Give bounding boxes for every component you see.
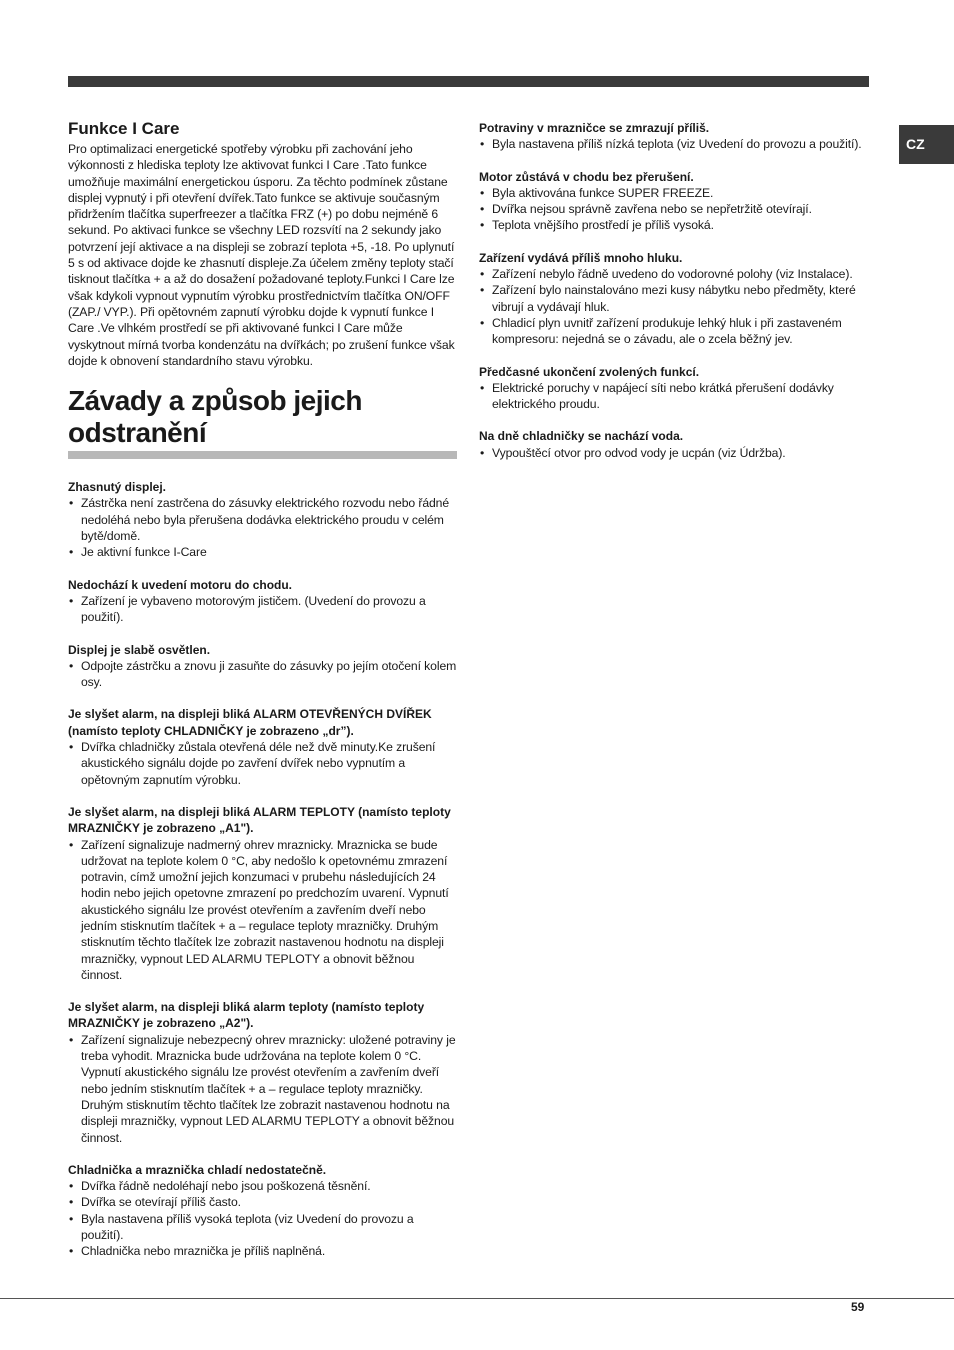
icare-title: Funkce I Care — [68, 119, 180, 138]
list-item: • Byla nastavena příliš vysoká teplota (viz Uvedení do provozu a použití). — [68, 1211, 458, 1244]
list-item: • Zařízení bylo nainstalováno mezi kusy nábytku nebo předměty, které vibrují a vydávají hluk. — [479, 282, 871, 315]
list-item: • Zařízení signalizuje nebezpecný ohrev mraznicky: uložené potraviny je treba vyhodit. Mraznicka bude udržována na teplote kolem 0 °C. Vypnutí akustického signálu lze provést otevřením a zavřením dveří nebo jedním stisknutím tlačítek + a – regulace teploty mrazničky. Druhým stisknutím těchto tlačítek lze zobrazit nastavenou hodnotu na displeji mrazničky, vypnout LED ALARMU TEPLOTY a obnovit běžnou činnost. — [68, 1032, 458, 1146]
right-column — [479, 120, 871, 477]
section-title: Zařízení vydává příliš mnoho hluku. — [479, 250, 683, 265]
section-title: Je slyšet alarm, na displeji bliká ALARM TEPLOTY (namísto teploty MRAZNIČKY je zobrazeno „A1"). — [68, 804, 451, 836]
section-title: Zhasnutý displej. — [68, 480, 167, 495]
section-list — [68, 495, 458, 560]
section-title: Předčasné ukončení zvolených funkcí. — [479, 364, 700, 379]
list-item: • Dvířka se otevírají příliš často. — [68, 1194, 458, 1210]
list-item: • Odpojte zástrčku a znovu ji zasuňte do zásuvky po jejím otočení kolem osy. — [68, 658, 458, 691]
list-item: • Je aktivní funkce I-Care — [68, 544, 458, 560]
page-number: 59 — [851, 1300, 865, 1314]
section-title: Nedochází k uvedení motoru do chodu. — [68, 577, 293, 592]
section-list — [479, 185, 871, 234]
list-item: • Dvířka řádně nedoléhají nebo jsou poškozená těsnění. — [68, 1178, 458, 1194]
troubleshooting-section — [68, 804, 458, 983]
section-list — [479, 445, 871, 461]
title-underline — [68, 451, 457, 459]
list-item: • Chladnička nebo mraznička je příliš naplněná. — [68, 1243, 458, 1259]
list-item: • Elektrické poruchy v napájecí síti nebo krátká přerušení dodávky elektrického proudu. — [479, 380, 871, 413]
section-title: Je slyšet alarm, na displeji bliká alarm teploty (namísto teploty MRAZNIČKY je zobrazeno „A2"). — [68, 1000, 425, 1031]
list-item: • Zařízení nebylo řádně uvedeno do vodorovné polohy (viz Instalace). — [479, 266, 871, 282]
section-title: Potraviny v mrazničce se zmrazují příliš. — [479, 121, 710, 135]
section-title: Displej je slabě osvětlen. — [68, 642, 211, 657]
list-item: • Byla nastavena příliš nízká teplota (viz Uvedení do provozu a použití). — [479, 136, 871, 152]
troubleshooting-title: Závady a způsob jejich odstranění — [68, 385, 362, 449]
list-item: • Zařízení je vybaveno motorovým jističem. (Uvedení do provozu a použití). — [68, 593, 458, 626]
troubleshooting-section — [68, 642, 458, 691]
troubleshooting-section — [68, 999, 458, 1146]
list-item: • Chladicí plyn uvnitř zařízení produkuje lehký hluk i při zastaveném kompresoru: nejedná se o závadu, ale o zcela běžný jev. — [479, 315, 871, 348]
list-item: • Byla aktivována funkce SUPER FREEZE. — [479, 185, 871, 201]
section-list — [68, 658, 458, 691]
list-item: • Dvířka nejsou správně zavřena nebo se nepřetržitě otevírají. — [479, 201, 871, 217]
list-item: • Vypouštěcí otvor pro odvod vody je ucpán (viz Údržba). — [479, 445, 871, 461]
section-list — [68, 739, 458, 788]
troubleshooting-section — [68, 577, 458, 626]
section-list — [68, 1032, 458, 1146]
troubleshooting-section — [479, 364, 871, 413]
section-list — [479, 266, 871, 347]
section-title: Na dně chladničky se nachází voda. — [479, 429, 684, 444]
troubleshooting-section — [479, 169, 871, 234]
left-sections — [68, 479, 458, 1259]
language-tab: CZ — [899, 125, 954, 164]
troubleshooting-section — [68, 1162, 458, 1260]
troubleshooting-section — [479, 120, 871, 153]
section-list — [479, 136, 871, 152]
section-list — [68, 837, 458, 984]
troubleshooting-section — [479, 428, 871, 461]
footer-rule — [0, 1298, 954, 1299]
section-list — [68, 1178, 458, 1259]
section-title: Chladnička a mraznička chladí nedostatečně. — [68, 1162, 327, 1177]
troubleshooting-section — [68, 706, 458, 787]
troubleshooting-section — [68, 479, 458, 560]
list-item: • Dvířka chladničky zůstala otevřená déle než dvě minuty.Ke zrušení akustického signálu dojde po zavření dvířek nebo vypnutím a opětovným zapnutím výrobku. — [68, 739, 458, 788]
list-item: • Teplota vnějšího prostředí je příliš vysoká. — [479, 217, 871, 233]
header-bar — [68, 76, 869, 87]
section-list — [479, 380, 871, 413]
icare-text: Pro optimalizaci energetické spotřeby výrobku při zachování jeho výkonnosti z hlediska teploty lze aktivovat funkci I Care .Tato funkce umožňuje maximální energetickou úsporu. Za těchto podmínek zůstane displej vypnutý i při otevření dvířek.Tato funkce se aktivuje současným přidržením tlačítka superfreezer a tlačítka FRZ (+) po dobu nejméně 6 sekund. Po aktivaci funkce se všechny LED rozsvítí na 2 sekundy jako potvrzení její aktivace a na displeji se zobrazí teplota +5, -18. Po uplynutí 5 s od aktivace dojde ke zhasnutí displeje.Za účelem změny teploty stačí tisknout tlačítka + a až do dosažení požadované teploty.Funkci I Care lze však kdykoli vypnout vypnutím výrobku prostřednictvím tlačítka ON/OFF (ZAP./ VYP.). Při opětovném zapnutí výrobku dojde k vypnutí funkce I Care .Ve vlhkém prostředí se při aktivované funkci I Care může vyskytnout mírná tvorba kondenzátu na dvířkách; po zrušení funkce však dojde k obnovení standardního stavu výrobku. — [68, 142, 455, 368]
section-title: Motor zůstává v chodu bez přerušení. — [479, 169, 694, 184]
troubleshooting-section — [479, 250, 871, 348]
list-item: • Zařízení signalizuje nadmerný ohrev mraznicky. Mraznicka se bude udržovat na teplote kolem 0 °C, aby nedošlo k opetovnému zmrazení potravin, címž umožní jejich konzumaci v prubehu následujících 24 hodin nebo jejich opetovne zmrazení po predchozím uvarení. Vypnutí akustického signálu lze provést otevřením a zavřením dveří nebo jedním stisknutím tlačítek + a – regulace teploty mrazničky. Druhým stisknutím těchto tlačítek lze zobrazit nastavenou hodnotu na displeji mrazničky, vypnout LED ALARMU TEPLOTY a obnovit běžnou činnost. — [68, 837, 458, 984]
list-item: • Zástrčka není zastrčena do zásuvky elektrického rozvodu nebo řádné nedoléhá nebo byla přerušena dodávka elektrického proudu v celém bytě/domě. — [68, 495, 458, 544]
right-sections — [479, 120, 871, 461]
section-list — [68, 593, 458, 626]
left-column — [68, 118, 458, 1276]
section-title: Je slyšet alarm, na displeji bliká ALARM OTEVŘENÝCH DVÍŘEK (namísto teploty CHLADNIČKY je zobrazeno „dr”). — [68, 707, 432, 738]
